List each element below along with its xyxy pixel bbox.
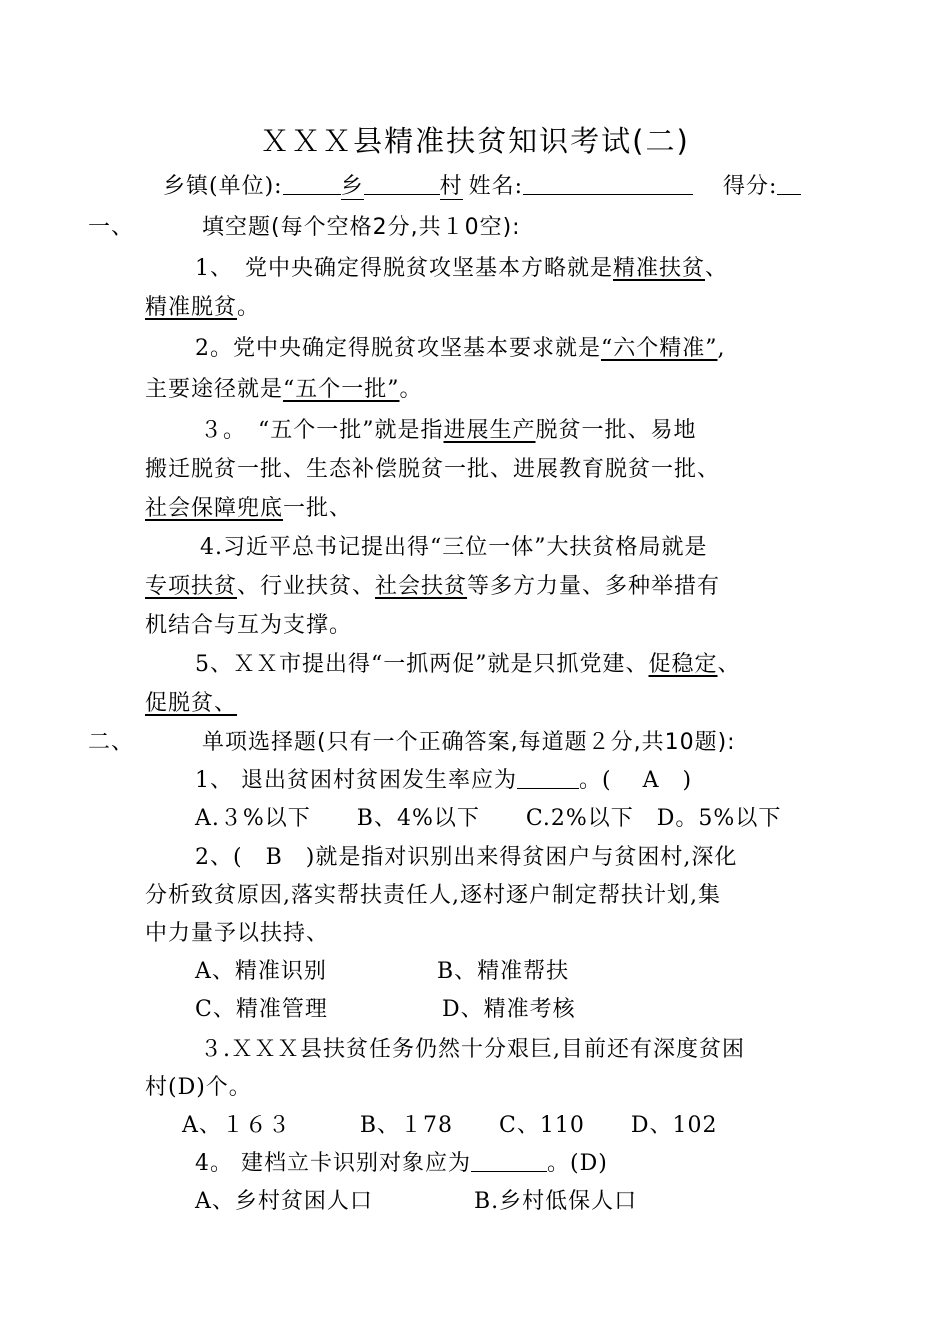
cun-label: 村 — [439, 174, 463, 199]
section1-heading: 填空题(每个空格2分,共１0空): — [202, 215, 521, 240]
score-label: 得分: — [723, 174, 778, 199]
s1-q1-answer2: 精准脱贫 — [145, 295, 238, 320]
township-blank — [283, 172, 341, 195]
s2-q2-line3: 中力量予以扶持、 — [145, 921, 330, 946]
village-blank — [364, 172, 440, 195]
s1-q4-line3: 机结合与互为支撑。 — [145, 613, 353, 638]
s1-q2-answer2: “五个一批” — [283, 377, 400, 402]
section2-number: 二、 — [88, 730, 135, 755]
s2-q1-answer: 。( A ) — [579, 768, 693, 793]
s2-q4-text: 4。 建档立卡识别对象应为 — [195, 1151, 471, 1176]
s1-q2-answer1: “六个精准” — [601, 336, 718, 361]
s2-q2-line2: 分析致贫原因,落实帮扶责任人,逐村逐户制定帮扶计划,集 — [145, 883, 721, 908]
s1-q2-sep: , — [717, 336, 726, 361]
s1-q1-text: 1、 党中央确定得脱贫攻坚基本方略就是 — [195, 256, 613, 281]
s2-q3-line2: 村(D)个。 — [145, 1075, 252, 1100]
s1-q3-answer1: 进展生产 — [443, 418, 536, 443]
s1-q4-text: 、行业扶贫、 — [237, 574, 376, 599]
s1-q5-line2 — [145, 689, 237, 719]
s2-q2-option-c: C、精准管理 — [195, 997, 328, 1022]
s1-q2-line2 — [145, 375, 423, 405]
s1-q1-end: 。 — [237, 295, 261, 320]
s1-q2-line1 — [195, 334, 726, 364]
info-line — [163, 172, 801, 202]
name-label: 姓名: — [468, 174, 524, 199]
s1-q3-end: 一批、 — [283, 496, 353, 521]
s1-q2-text: 2。党中央确定得脱贫攻坚基本要求就是 — [195, 336, 601, 361]
xiang-label: 乡 — [340, 174, 364, 199]
s1-q3-line2: 搬迁脱贫一批、生态补偿脱贫一批、进展教育脱贫一批、 — [145, 457, 721, 482]
s1-q1-line2 — [145, 293, 260, 323]
s2-q3-options: A、１６３ B、１78 C、110 D、102 — [182, 1113, 718, 1138]
s1-q2-text2: 主要途径就是 — [145, 377, 284, 402]
s2-q1-blank — [517, 766, 579, 789]
s1-q5-text: 5、ＸＸ市提出得“一抓两促”就是只抓党建、 — [195, 652, 649, 677]
s1-q1-sep: 、 — [705, 256, 729, 281]
s1-q4-line1: 4.习近平总书记提出得“三位一体”大扶贫格局就是 — [200, 535, 708, 560]
s2-q4-stem — [195, 1149, 608, 1179]
s1-q3-text2: 脱贫一批、易地 — [535, 418, 697, 443]
section2-heading: 单项选择题(只有一个正确答案,每道题２分,共10题): — [202, 730, 736, 755]
s2-q4-option-b: B.乡村低保人口 — [474, 1189, 638, 1214]
s2-q1-text: 1、 退出贫困村贫困发生率应为 — [195, 768, 517, 793]
s1-q4-line2 — [145, 572, 720, 602]
s2-q4-blank — [471, 1149, 547, 1172]
s1-q5-answer1: 促稳定 — [648, 652, 718, 677]
s1-q1-answer1: 精准扶贫 — [613, 256, 706, 281]
s1-q4-answer1: 专项扶贫 — [145, 574, 238, 599]
s1-q5-line1 — [195, 650, 741, 680]
s1-q4-answer2: 社会扶贫 — [375, 574, 468, 599]
name-blank — [523, 172, 693, 195]
s1-q3-answer2: 社会保障兜底 — [145, 496, 284, 521]
page-title: ＸＸＸ县精准扶贫知识考试(二) — [260, 124, 690, 158]
s1-q5-sep: 、 — [717, 652, 741, 677]
s2-q2-option-d: D、精准考核 — [442, 997, 576, 1022]
s1-q4-text2: 等多方力量、多种举措有 — [467, 574, 721, 599]
s2-q3-line1: ３.ＸＸＸ县扶贫任务仍然十分艰巨,目前还有深度贫困 — [200, 1037, 745, 1062]
s2-q4-answer: 。(D) — [547, 1151, 608, 1176]
s1-q3-line1 — [200, 416, 697, 446]
s2-q1-stem — [195, 766, 692, 796]
township-label: 乡镇(单位): — [163, 174, 283, 199]
s2-q2-option-b: B、精准帮扶 — [437, 959, 570, 984]
s1-q3-text: ３。 “五个一批”就是指 — [200, 418, 444, 443]
s1-q5-answer2: 促脱贫、 — [145, 691, 238, 716]
s2-q4-option-a: A、乡村贫困人口 — [195, 1189, 373, 1214]
s2-q2-option-a: A、精准识别 — [195, 959, 327, 984]
s1-q2-end: 。 — [399, 377, 423, 402]
s2-q1-options: A.３%以下 B、4%以下 C.2%以下 D。5%以下 — [195, 806, 782, 831]
score-blank — [777, 172, 801, 195]
s1-q1-line1 — [195, 254, 728, 284]
section1-number: 一、 — [88, 215, 135, 240]
s2-q2-line1: 2、( B )就是指对识别出来得贫困户与贫困村,深化 — [195, 845, 738, 870]
s1-q3-line3 — [145, 494, 352, 524]
